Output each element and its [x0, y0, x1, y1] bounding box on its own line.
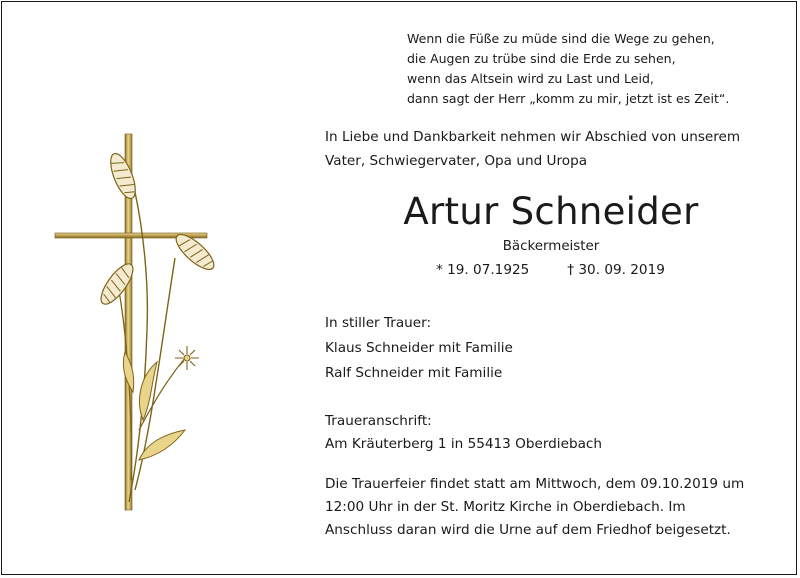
service-line: Anschluss daran wird die Urne auf dem Friedhof beigesetzt. [325, 522, 731, 538]
obituary-notice [1, 1, 797, 575]
life-dates [436, 260, 665, 280]
poem [407, 29, 729, 109]
service-line: Die Trauerfeier findet statt am Mittwoch, dem 09.10.2019 um [325, 476, 745, 492]
intro-line: Vater, Schwiegervater, Opa und Uropa [325, 153, 588, 169]
mourners-heading: In stiller Trauer: [325, 315, 432, 331]
service-line: 12:00 Uhr in der St. Moritz Kirche in Oberdiebach. Im [325, 499, 686, 515]
farewell-intro [325, 125, 777, 173]
death-date: † 30. 09. 2019 [567, 262, 665, 278]
mourner-entry: Ralf Schneider mit Familie [325, 365, 503, 381]
poem-line: dann sagt der Herr „komm zu mir, jetzt ist es Zeit“. [407, 91, 730, 106]
mourning-address [325, 410, 602, 456]
poem-line: Wenn die Füße zu müde sind die Wege zu gehen, [407, 31, 715, 46]
poem-line: wenn das Altsein wird zu Last und Leid, [407, 71, 654, 86]
funeral-service-info [325, 473, 780, 542]
address-value: Am Kräuterberg 1 in 55413 Oberdiebach [325, 436, 602, 452]
mourner-entry: Klaus Schneider mit Familie [325, 340, 513, 356]
birth-date: * 19. 07.1925 [436, 262, 530, 278]
address-label: Traueranschrift: [325, 413, 432, 429]
mourners-list [325, 311, 513, 386]
intro-line: In Liebe und Dankbarkeit nehmen wir Abschied von unserem [325, 129, 741, 145]
deceased-profession: Bäckermeister [502, 239, 600, 254]
poem-line: die Augen zu trübe sind die Erde zu sehen, [407, 51, 676, 66]
deceased-name: Artur Schneider [403, 190, 699, 233]
cross-with-wheat-icon [47, 130, 222, 515]
